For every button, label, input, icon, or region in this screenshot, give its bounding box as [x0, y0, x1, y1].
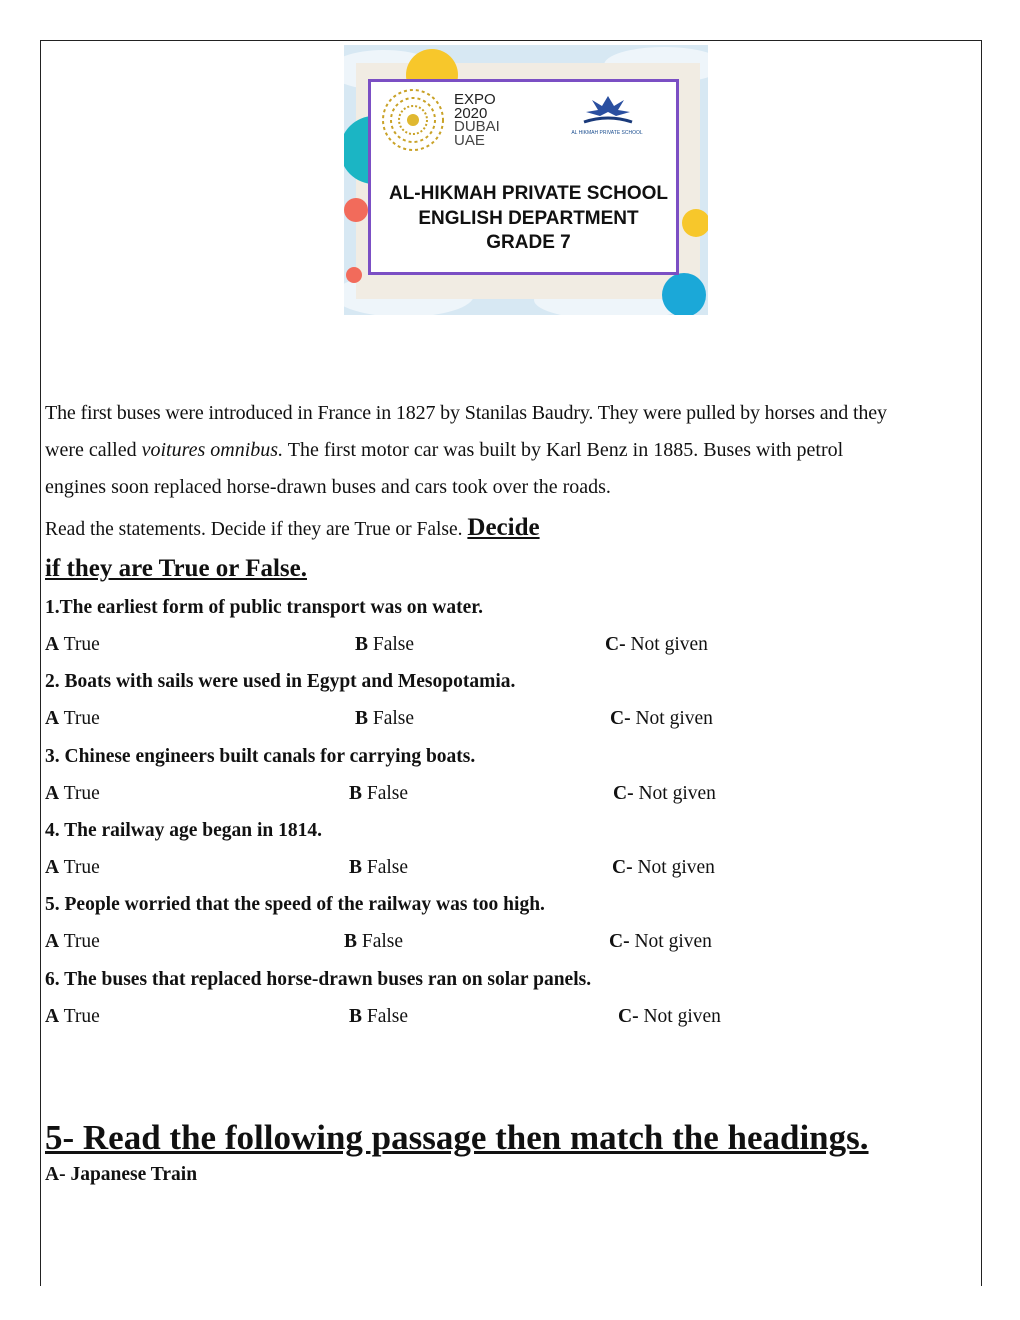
- q5-option-c-label: Not given: [629, 931, 712, 952]
- q6-option-a-label: True: [59, 1006, 100, 1027]
- q4-option-c-key: C-: [612, 857, 633, 878]
- expo-wordmark: [454, 93, 500, 147]
- q5-option-c[interactable]: [609, 931, 712, 953]
- q6-option-c-key: C-: [618, 1006, 639, 1027]
- q6-option-c[interactable]: [618, 1006, 721, 1028]
- school-logo-icon: [580, 92, 636, 130]
- q4-option-b[interactable]: [349, 857, 408, 879]
- question-2: 2. Boats with sails were used in Egypt and Mesopotamia.: [45, 671, 516, 692]
- instruction-bold-1: Decide: [467, 514, 540, 541]
- passage-line-2: [45, 439, 843, 462]
- q1-option-b-label: False: [368, 634, 415, 655]
- question-1: 1.The earliest form of public transport was on water.: [45, 597, 483, 618]
- expo-line-1: EXPO: [454, 91, 496, 108]
- q2-option-b-key: B: [355, 708, 369, 729]
- q2-option-c-key: C-: [610, 708, 631, 729]
- question-6: 6. The buses that replaced horse-drawn buses ran on solar panels.: [45, 969, 592, 990]
- passage-line-3: engines soon replaced horse-drawn buses and cars took over the roads.: [45, 476, 611, 498]
- q2-option-c-label: Not given: [630, 708, 713, 729]
- expo-line-4: UAE: [454, 131, 485, 149]
- instruction-bold-2: if they are True or False.: [45, 555, 307, 582]
- school-logo-caption: AL HIKMAH PRIVATE SCHOOL: [571, 130, 643, 136]
- q5-option-a-key: A: [45, 931, 60, 952]
- q4-option-b-label: False: [362, 857, 409, 878]
- school-title: [371, 182, 686, 256]
- q4-option-b-key: B: [349, 857, 363, 878]
- q2-option-b-label: False: [368, 708, 415, 729]
- question-5: 5. People worried that the speed of the railway was too high.: [45, 894, 545, 915]
- q2-option-a-key: A: [45, 708, 60, 729]
- q1-option-a-label: True: [59, 634, 100, 655]
- q4-option-a-key: A: [45, 857, 60, 878]
- q6-option-a-key: A: [45, 1006, 60, 1027]
- q3-option-b[interactable]: [349, 783, 408, 805]
- section-5-heading: 5- Read the following passage then match the headings.: [45, 1118, 869, 1157]
- q1-option-a-key: A: [45, 634, 60, 655]
- q6-option-b-key: B: [349, 1006, 363, 1027]
- passage-line-2-end: The first motor car was built by Karl Benz in 1885. Buses with petrol: [283, 439, 844, 461]
- q6-option-b[interactable]: [349, 1006, 408, 1028]
- expo-line-2: 2020: [454, 104, 488, 122]
- q5-option-a[interactable]: [45, 931, 100, 953]
- q4-option-c-label: Not given: [632, 857, 715, 878]
- q1-option-c-key: C-: [605, 634, 626, 655]
- q5-option-b-key: B: [344, 931, 358, 952]
- grade-label: GRADE 7: [486, 232, 571, 253]
- q6-option-c-label: Not given: [638, 1006, 721, 1027]
- q3-option-a-key: A: [45, 783, 60, 804]
- question-4: 4. The railway age began in 1814.: [45, 820, 322, 841]
- q5-option-b[interactable]: [344, 931, 403, 953]
- q4-option-a[interactable]: [45, 857, 100, 879]
- q2-option-c[interactable]: [610, 708, 713, 730]
- q2-option-b[interactable]: [355, 708, 414, 730]
- q3-option-b-label: False: [362, 783, 409, 804]
- expo-line-3: DUBAI: [454, 118, 500, 135]
- q1-option-c[interactable]: [605, 634, 708, 656]
- q3-option-c-label: Not given: [633, 783, 716, 804]
- instruction-line: [45, 514, 540, 542]
- section-5-item-a: A- Japanese Train: [45, 1164, 198, 1185]
- q1-option-c-label: Not given: [625, 634, 708, 655]
- passage-line-1: The first buses were introduced in France in 1827 by Stanilas Baudry. They were pulled by horses and they: [45, 402, 887, 424]
- q3-option-c[interactable]: [613, 783, 716, 805]
- q2-option-a-label: True: [59, 708, 100, 729]
- q3-option-b-key: B: [349, 783, 363, 804]
- q5-option-c-key: C-: [609, 931, 630, 952]
- question-3: 3. Chinese engineers built canals for carrying boats.: [45, 746, 476, 767]
- q3-option-a[interactable]: [45, 783, 100, 805]
- instruction-text: Read the statements. Decide if they are True or False.: [45, 519, 468, 540]
- q5-option-b-label: False: [357, 931, 404, 952]
- expo-logo-icon: [378, 85, 448, 155]
- q3-option-a-label: True: [59, 783, 100, 804]
- q3-option-c-key: C-: [613, 783, 634, 804]
- q5-option-a-label: True: [59, 931, 100, 952]
- q1-option-b[interactable]: [355, 634, 414, 656]
- passage-italic-term: voitures omnibus.: [141, 439, 284, 461]
- school-name: AL-HIKMAH PRIVATE SCHOOL: [388, 183, 668, 204]
- q4-option-a-label: True: [59, 857, 100, 878]
- passage-line-2-start: were called: [45, 439, 142, 461]
- department-name: ENGLISH DEPARTMENT: [418, 207, 639, 229]
- q2-option-a[interactable]: [45, 708, 100, 730]
- q6-option-a[interactable]: [45, 1006, 100, 1028]
- q1-option-a[interactable]: [45, 634, 100, 656]
- q1-option-b-key: B: [355, 634, 369, 655]
- q4-option-c[interactable]: [612, 857, 715, 879]
- q6-option-b-label: False: [362, 1006, 409, 1027]
